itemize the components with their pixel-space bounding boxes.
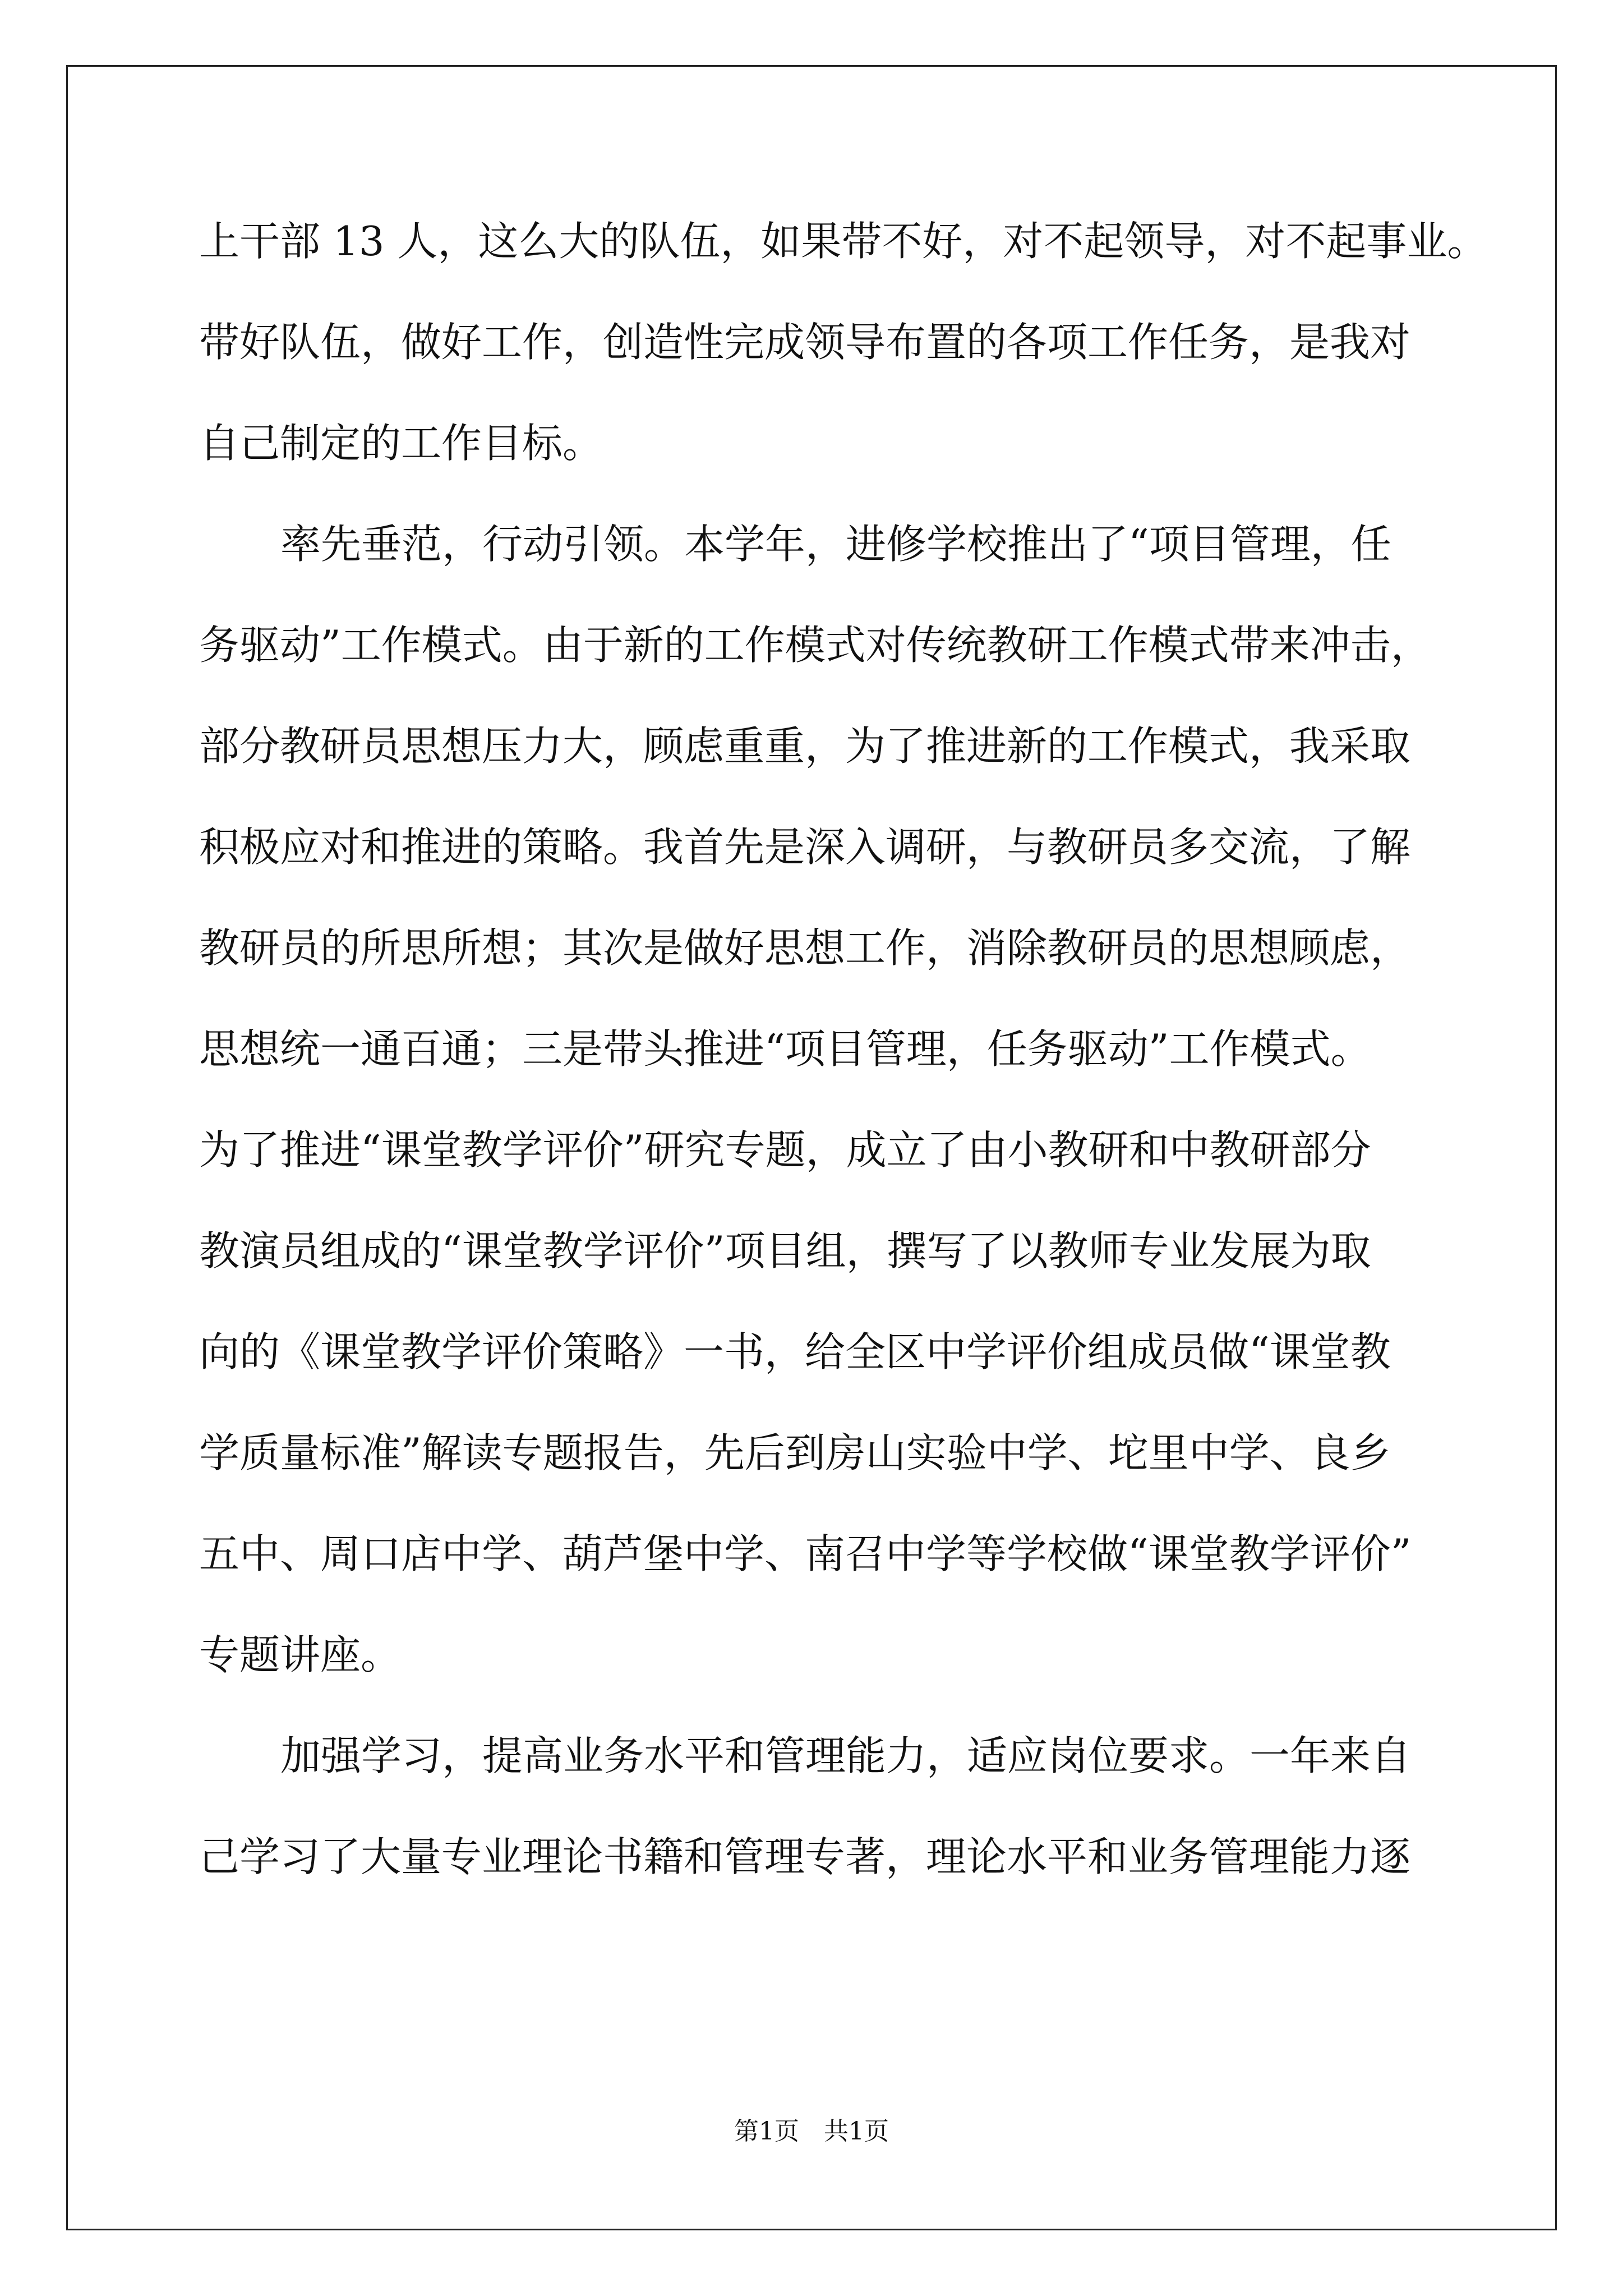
- text-line: 己学习了大量专业理论书籍和管理专著，理论水平和业务管理能力逐: [199, 1833, 1411, 1880]
- text-line: 学质量标准”解读专题报告，先后到房山实验中学、坨里中学、良乡: [199, 1429, 1391, 1476]
- text-line: 专题讲座。: [199, 1631, 402, 1678]
- text-line: 积极应对和推进的策略。我首先是深入调研，与教研员多交流，了解: [199, 823, 1411, 871]
- paragraph-start-line: 率先垂范，行动引领。本学年，进修学校推出了“项目管理，任: [280, 521, 1391, 568]
- text-line: 上干部 13 人，这么大的队伍，如果带不好，对不起领导，对不起事业。: [199, 218, 1488, 265]
- text-line: 带好队伍，做好工作，创造性完成领导布置的各项工作任务，是我对: [199, 319, 1411, 366]
- text-line: 五中、周口店中学、葫芦堡中学、南召中学等学校做“课堂教学评价”: [199, 1530, 1412, 1577]
- paragraph-start-line: 加强学习，提高业务水平和管理能力，适应岗位要求。一年来自: [280, 1732, 1412, 1779]
- text-line: 教研员的所思所想；其次是做好思想工作，消除教研员的思想顾虑，: [199, 924, 1411, 972]
- text-line: 务驱动”工作模式。由于新的工作模式对传统教研工作模式带来冲击，: [199, 622, 1431, 669]
- text-line: 部分教研员思想压力大，顾虑重重，为了推进新的工作模式，我采取: [199, 723, 1411, 770]
- text-line: 向的《课堂教学评价策略》一书，给全区中学评价组成员做“课堂教: [199, 1328, 1391, 1375]
- document-body: [199, 191, 1488, 1907]
- text-line: 思想统一通百通；三是带头推进“项目管理，任务驱动”工作模式。: [199, 1025, 1371, 1073]
- text-line: 教演员组成的“课堂教学评价”项目组，撰写了以教师专业发展为取: [199, 1227, 1371, 1274]
- page-footer: 第1页 共1页: [734, 2117, 889, 2146]
- text-line: 为了推进“课堂教学评价”研究专题，成立了由小教研和中教研部分: [199, 1126, 1371, 1174]
- text-line: 自己制定的工作目标。: [199, 420, 603, 467]
